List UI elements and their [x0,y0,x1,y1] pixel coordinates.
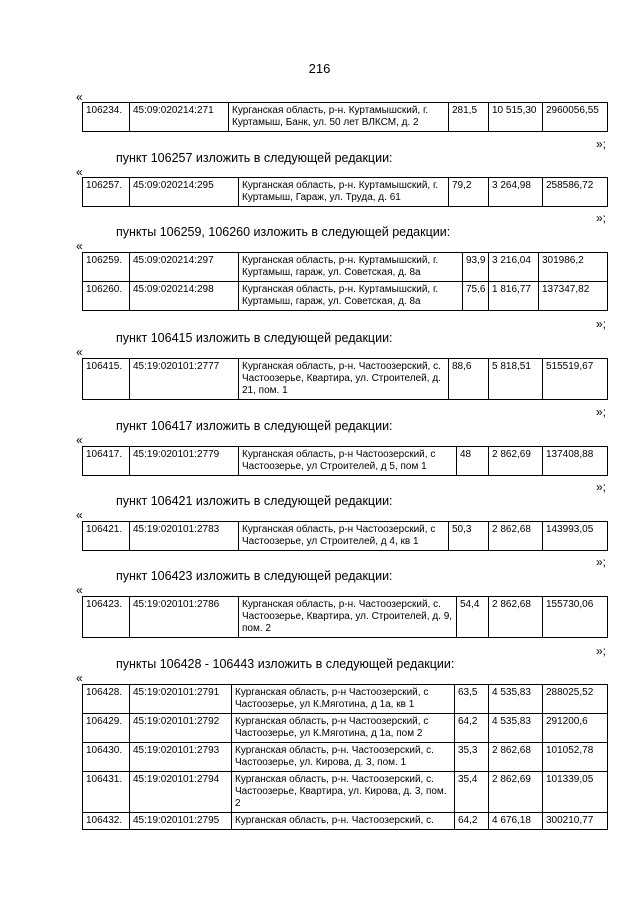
area: 75,6 [463,282,489,311]
item-number: 106432. [83,813,130,830]
open-quote: « [76,345,83,359]
section-heading: пункты 106259, 106260 изложить в следующей редакции: [116,225,451,239]
cadastral-number: 45:19:020101:2795 [130,813,232,830]
cadastral-number: 45:19:020101:2777 [130,359,239,400]
area: 63,5 [455,685,489,714]
cadastral-value: 258586,72 [543,178,608,207]
area: 48 [457,447,489,476]
registry-table [82,358,608,400]
table-row [83,813,608,830]
cadastral-price: 2 862,68 [489,522,543,551]
registry-table [82,102,608,132]
address: Курганская область, р-н. Куртамышский, г. Куртамыш, Гараж, ул. Труда, д. 61 [239,178,449,207]
open-quote: « [76,508,83,522]
table-row [83,772,608,813]
area: 93,9 [463,253,489,282]
page-number: 216 [308,61,331,76]
item-number: 106430. [83,743,130,772]
item-number: 106423. [83,597,130,638]
cadastral-price: 10 515,30 [489,103,543,132]
table-row [83,447,608,476]
table-row [83,597,608,638]
cadastral-value: 101339,05 [543,772,608,813]
table-row [83,743,608,772]
open-quote: « [76,583,83,597]
address: Курганская область, р-н. Частоозерский, с. Частоозерье, Квартира, ул. Строителей, д. 21, пом. 1 [239,359,449,400]
cadastral-price: 3 216,04 [489,253,539,282]
address: Курганская область, р-н. Частоозерский, с. Частоозерье, Квартира, ул. Строителей, д. 9, пом. 2 [239,597,457,638]
area: 35,4 [455,772,489,813]
item-number: 106428. [83,685,130,714]
cadastral-value: 137408,88 [543,447,608,476]
open-quote: « [76,165,83,179]
cadastral-price: 3 264,98 [489,178,543,207]
section-heading: пункты 106428 - 106443 изложить в следующей редакции: [116,657,455,671]
area: 88,6 [449,359,489,400]
open-quote: « [76,90,83,104]
cadastral-value: 2960056,55 [543,103,608,132]
close-quote: »; [596,405,607,419]
cadastral-value: 288025,52 [543,685,608,714]
cadastral-price: 4 676,18 [489,813,543,830]
cadastral-value: 301986,2 [539,253,608,282]
item-number: 106234. [83,103,130,132]
cadastral-number: 45:09:020214:271 [130,103,229,132]
open-quote: « [76,671,83,685]
address: Курганская область, р-н. Куртамышский, г. Куртамыш, Банк, ул. 50 лет ВЛКСМ, д. 2 [229,103,449,132]
area: 64,2 [455,714,489,743]
close-quote: »; [596,211,607,225]
cadastral-number: 45:09:020214:295 [130,178,239,207]
area: 50,3 [449,522,489,551]
open-quote: « [76,433,83,447]
table-row [83,178,608,207]
cadastral-price: 4 535,83 [489,714,543,743]
item-number: 106431. [83,772,130,813]
registry-table [82,684,608,830]
cadastral-number: 45:19:020101:2794 [130,772,232,813]
area: 64,2 [455,813,489,830]
cadastral-number: 45:19:020101:2783 [130,522,239,551]
item-number: 106415. [83,359,130,400]
cadastral-number: 45:09:020214:297 [130,253,239,282]
cadastral-price: 2 862,69 [489,772,543,813]
area: 281,5 [449,103,489,132]
table-row [83,359,608,400]
close-quote: »; [596,480,607,494]
cadastral-price: 2 862,68 [489,743,543,772]
cadastral-price: 4 535,83 [489,685,543,714]
registry-table [82,252,608,311]
cadastral-number: 45:19:020101:2791 [130,685,232,714]
section-heading: пункт 106417 изложить в следующей редакции: [116,419,393,433]
cadastral-number: 45:19:020101:2779 [130,447,239,476]
item-number: 106260. [83,282,130,311]
close-quote: »; [596,137,607,151]
registry-table [82,177,608,207]
section-heading: пункт 106423 изложить в следующей редакции: [116,569,393,583]
close-quote: »; [596,644,607,658]
table-row [83,103,608,132]
address: Курганская область, р-н Частоозерский, с Частоозерье, ул Строителей, д 5, пом 1 [239,447,457,476]
cadastral-price: 2 862,68 [489,597,543,638]
area: 79,2 [449,178,489,207]
address: Курганская область, р-н. Частоозерский, с. Частоозерье, ул. Кирова, д. 3, пом. 1 [232,743,455,772]
address: Курганская область, р-н Частоозерский, с Частоозерье, ул К.Мяготина, д 1а, кв 1 [232,685,455,714]
registry-table [82,446,608,476]
table-row [83,685,608,714]
cadastral-value: 143993,05 [543,522,608,551]
cadastral-number: 45:19:020101:2792 [130,714,232,743]
item-number: 106417. [83,447,130,476]
cadastral-value: 155730,06 [543,597,608,638]
section-heading: пункт 106421 изложить в следующей редакции: [116,494,393,508]
address: Курганская область, р-н. Частоозерский, с. Частоозерье, Квартира, ул. Кирова, д. 3, пом. 2 [232,772,455,813]
section-heading: пункт 106257 изложить в следующей редакции: [116,151,393,165]
cadastral-price: 1 816,77 [489,282,539,311]
section-heading: пункт 106415 изложить в следующей редакции: [116,331,393,345]
registry-table [82,521,608,551]
address: Курганская область, р-н. Частоозерский, с. [232,813,455,830]
cadastral-number: 45:19:020101:2793 [130,743,232,772]
cadastral-price: 5 818,51 [489,359,543,400]
cadastral-value: 101052,78 [543,743,608,772]
open-quote: « [76,239,83,253]
close-quote: »; [596,317,607,331]
cadastral-value: 137347,82 [539,282,608,311]
item-number: 106257. [83,178,130,207]
close-quote: »; [596,555,607,569]
address: Курганская область, р-н. Куртамышский, г. Куртамыш, гараж, ул. Советская, д. 8а [239,253,463,282]
area: 35,3 [455,743,489,772]
address: Курганская область, р-н Частоозерский, с Частоозерье, ул К.Мяготина, д 1а, пом 2 [232,714,455,743]
area: 54,4 [457,597,489,638]
table-row [83,714,608,743]
item-number: 106429. [83,714,130,743]
cadastral-number: 45:09:020214:298 [130,282,239,311]
item-number: 106259. [83,253,130,282]
cadastral-number: 45:19:020101:2786 [130,597,239,638]
cadastral-value: 515519,67 [543,359,608,400]
table-row [83,282,608,311]
address: Курганская область, р-н. Куртамышский, г. Куртамыш, гараж, ул. Советская, д. 8а [239,282,463,311]
table-row [83,522,608,551]
address: Курганская область, р-н Частоозерский, с Частоозерье, ул Строителей, д 4, кв 1 [239,522,449,551]
table-row [83,253,608,282]
cadastral-price: 2 862,69 [489,447,543,476]
cadastral-value: 291200,6 [543,714,608,743]
registry-table [82,596,608,638]
item-number: 106421. [83,522,130,551]
cadastral-value: 300210,77 [543,813,608,830]
